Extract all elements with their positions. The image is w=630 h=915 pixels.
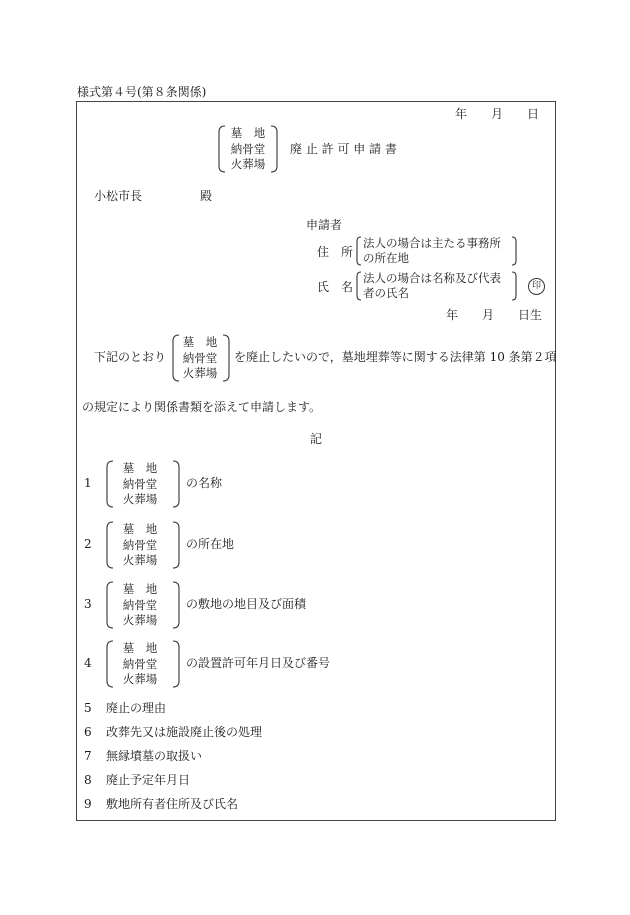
facility-cemetery: 墓 地 — [230, 126, 266, 140]
facility-crematorium: 火葬場 — [122, 613, 158, 627]
item-number: 9 — [84, 797, 92, 811]
facility-cemetery: 墓 地 — [122, 582, 158, 596]
name-bracket-right — [511, 271, 517, 301]
address-note-line2: の所在地 — [363, 251, 409, 265]
address-label: 住 所 — [317, 245, 354, 259]
date-line: 年 月 日 — [455, 107, 540, 121]
item-text: 敷地所有者住所及び氏名 — [106, 797, 239, 811]
facility-crematorium: 火葬場 — [182, 366, 218, 380]
item-text: 廃止予定年月日 — [106, 773, 191, 787]
facility-ossuary: 納骨堂 — [122, 597, 158, 612]
item-number: 3 — [84, 597, 92, 611]
facility-cemetery: 墓 地 — [122, 522, 158, 536]
item-text: の所在地 — [186, 537, 235, 551]
item-number: 5 — [84, 701, 92, 715]
item-text: の敷地の地目及び面積 — [186, 597, 307, 611]
name-bracket-left — [356, 271, 362, 301]
ki-heading: 記 — [310, 432, 323, 446]
item-text: 廃止の理由 — [106, 701, 167, 715]
item-text: 無縁墳墓の取扱い — [106, 749, 203, 763]
form-number: 様式第４号(第８条関係) — [77, 85, 207, 99]
facility-ossuary: 納骨堂 — [230, 141, 266, 156]
item-text: の設置許可年月日及び番号 — [186, 656, 331, 670]
item-number: 6 — [84, 725, 92, 739]
item-number: 7 — [84, 749, 92, 763]
facility-ossuary: 納骨堂 — [182, 350, 218, 365]
item-text: の名称 — [186, 476, 223, 490]
item-number: 1 — [84, 476, 92, 490]
facility-cemetery: 墓 地 — [182, 335, 218, 349]
birth-date-line: 年 月 日生 — [446, 308, 543, 322]
address-note-line1: 法人の場合は主たる事務所 — [363, 236, 501, 250]
body-bracket-right — [222, 334, 230, 382]
name-note-line1: 法人の場合は名称及び代表 — [363, 271, 501, 285]
name-label: 氏 名 — [317, 280, 354, 294]
facility-crematorium: 火葬場 — [122, 492, 158, 506]
item-text: 改葬先又は施設廃止後の処理 — [106, 725, 263, 739]
body-facility-list — [178, 335, 222, 382]
honorific: 殿 — [200, 189, 213, 203]
facility-crematorium: 火葬場 — [122, 553, 158, 567]
name-note-line2: 者の氏名 — [363, 286, 409, 300]
facility-cemetery: 墓 地 — [122, 641, 158, 655]
facility-ossuary: 納骨堂 — [122, 537, 158, 552]
facility-ossuary: 納骨堂 — [122, 476, 158, 491]
facility-cemetery: 墓 地 — [122, 461, 158, 475]
facility-crematorium: 火葬場 — [230, 157, 266, 171]
item-number: 8 — [84, 773, 92, 787]
facility-crematorium: 火葬場 — [122, 672, 158, 686]
item-number: 2 — [84, 537, 92, 551]
address-bracket-left — [356, 236, 362, 266]
addressee: 小松市長 — [94, 189, 143, 203]
document-title: 廃 止 許 可 申 請 書 — [290, 142, 397, 156]
body-continuation: の規定により関係書類を添えて申請します。 — [82, 400, 322, 414]
address-bracket-right — [511, 236, 517, 266]
body-sentence: を廃止したいので，墓地埋葬等に関する法律第 10 条第２項 — [234, 350, 557, 364]
applicant-heading: 申請者 — [306, 218, 343, 232]
seal-mark: 印 — [528, 278, 545, 295]
body-intro: 下記のとおり — [94, 350, 167, 364]
item-number: 4 — [84, 656, 92, 670]
facility-ossuary: 納骨堂 — [122, 656, 158, 671]
